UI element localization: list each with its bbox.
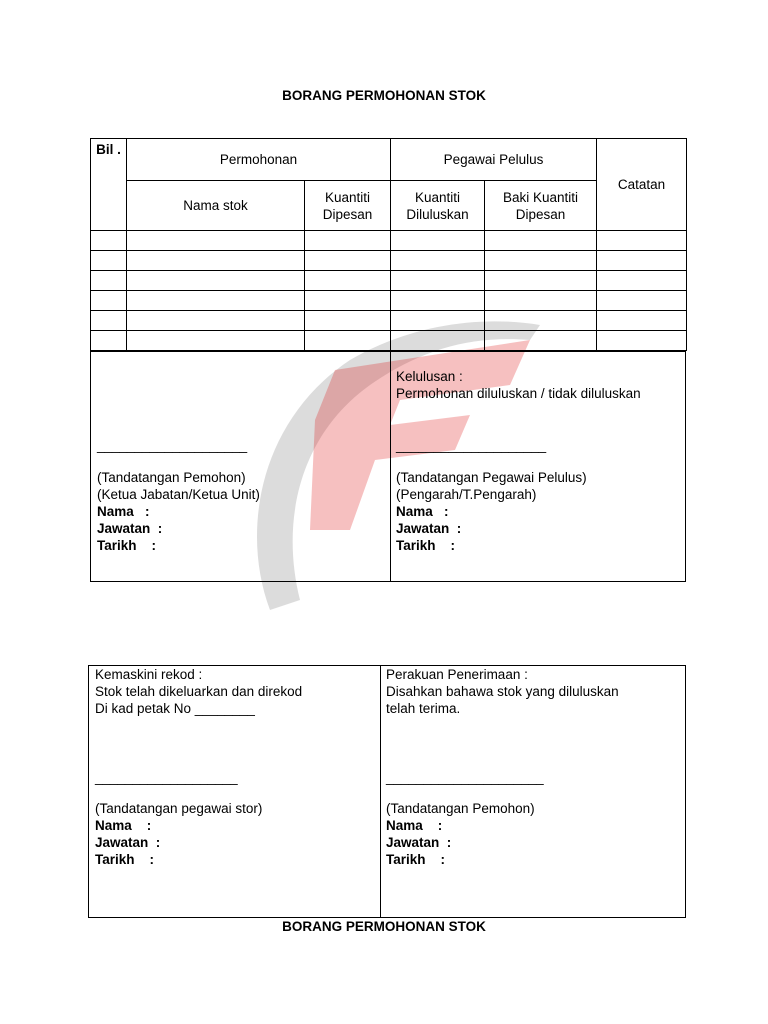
table-row [91, 251, 687, 271]
cell-kuantiti-dipesan[interactable] [305, 311, 391, 331]
cell-catatan[interactable] [597, 291, 687, 311]
store-update-panel [89, 666, 380, 917]
footer-title: BORANG PERMOHONAN STOK [282, 919, 486, 934]
cell-catatan[interactable] [597, 231, 687, 251]
cell-kuantiti-diluluskan[interactable] [391, 271, 485, 291]
cell-kuantiti-diluluskan[interactable] [391, 291, 485, 311]
record-update-line1: Stok telah dikeluarkan dan direkod [95, 684, 303, 699]
applicant-signature-panel [91, 352, 390, 581]
group-header-pegawai-pelulus: Pegawai Pelulus [391, 139, 597, 181]
receipt-line1: Disahkan bahawa stok yang diluluskan [386, 684, 619, 699]
form-title: BORANG PERMOHONAN STOK [282, 88, 486, 103]
cell-kuantiti-dipesan[interactable] [305, 251, 391, 271]
cell-nama-stok[interactable] [127, 291, 305, 311]
cell-bil[interactable] [91, 231, 127, 251]
table-row [91, 231, 687, 251]
store-officer-nama-field[interactable]: Nama : [95, 818, 152, 833]
approver-signature-line[interactable]: ____________________ [396, 438, 547, 453]
group-header-permohonan: Permohonan [127, 139, 391, 181]
cell-baki-kuantiti[interactable] [485, 271, 597, 291]
applicant-tarikh-field[interactable]: Tarikh : [97, 538, 157, 553]
col-header-catatan: Catatan [597, 139, 687, 231]
cell-nama-stok[interactable] [127, 251, 305, 271]
col-header-bil: Bil . [91, 139, 127, 231]
record-update-heading: Kemaskini rekod : [95, 667, 203, 682]
col-header-kuantiti-dipesan: Kuantiti Dipesan [305, 181, 391, 231]
approver-tarikh-field[interactable]: Tarikh : [396, 538, 456, 553]
cell-nama-stok[interactable] [127, 271, 305, 291]
cell-bil[interactable] [91, 251, 127, 271]
applicant-position-label: (Ketua Jabatan/Ketua Unit) [97, 487, 260, 502]
receipt-section [88, 665, 686, 918]
cell-kuantiti-diluluskan[interactable] [391, 311, 485, 331]
col-header-nama-stok: Nama stok [127, 181, 305, 231]
receipt-acknowledgement-panel [380, 666, 687, 917]
approver-nama-field[interactable]: Nama : [396, 504, 449, 519]
cell-bil[interactable] [91, 291, 127, 311]
cell-bil[interactable] [91, 271, 127, 291]
cell-bil[interactable] [91, 311, 127, 331]
recipient-tarikh-field[interactable]: Tarikh : [386, 852, 446, 867]
cell-catatan[interactable] [597, 331, 687, 351]
cell-kuantiti-diluluskan[interactable] [391, 331, 485, 351]
applicant-signature-line[interactable]: ____________________ [97, 438, 248, 453]
recipient-signature-line[interactable]: _____________________ [386, 770, 544, 785]
approver-signature-panel [390, 352, 687, 581]
col-header-baki-kuantiti: Baki Kuantiti Dipesan [485, 181, 597, 231]
recipient-sign-label: (Tandatangan Pemohon) [386, 801, 535, 816]
recipient-nama-field[interactable]: Nama : [386, 818, 443, 833]
cell-kuantiti-dipesan[interactable] [305, 271, 391, 291]
table-row [91, 271, 687, 291]
store-officer-jawatan-field[interactable]: Jawatan : [95, 835, 161, 850]
cell-baki-kuantiti[interactable] [485, 291, 597, 311]
approval-heading: Kelulusan : [396, 369, 463, 384]
store-officer-sign-label: (Tandatangan pegawai stor) [95, 801, 263, 816]
col-header-kuantiti-diluluskan: Kuantiti Diluluskan [391, 181, 485, 231]
approval-section [90, 351, 686, 582]
cell-bil[interactable] [91, 331, 127, 351]
cell-baki-kuantiti[interactable] [485, 331, 597, 351]
cell-baki-kuantiti[interactable] [485, 311, 597, 331]
stock-request-table [90, 138, 687, 351]
applicant-jawatan-field[interactable]: Jawatan : [97, 521, 163, 536]
table-row [91, 291, 687, 311]
cell-kuantiti-dipesan[interactable] [305, 291, 391, 311]
table-row [91, 331, 687, 351]
receipt-line2: telah terima. [386, 701, 461, 716]
approver-position-label: (Pengarah/T.Pengarah) [396, 487, 537, 502]
cell-kuantiti-diluluskan[interactable] [391, 231, 485, 251]
record-update-line2[interactable]: Di kad petak No ________ [95, 701, 255, 716]
approval-status-text[interactable]: Permohonan diluluskan / tidak diluluskan [396, 386, 641, 401]
store-officer-signature-line[interactable]: ___________________ [95, 770, 238, 785]
approver-jawatan-field[interactable]: Jawatan : [396, 521, 462, 536]
cell-baki-kuantiti[interactable] [485, 251, 597, 271]
cell-catatan[interactable] [597, 251, 687, 271]
applicant-sign-label: (Tandatangan Pemohon) [97, 470, 246, 485]
store-officer-tarikh-field[interactable]: Tarikh : [95, 852, 155, 867]
cell-catatan[interactable] [597, 271, 687, 291]
cell-baki-kuantiti[interactable] [485, 231, 597, 251]
table-row [91, 311, 687, 331]
applicant-nama-field[interactable]: Nama : [97, 504, 150, 519]
cell-kuantiti-dipesan[interactable] [305, 331, 391, 351]
cell-nama-stok[interactable] [127, 311, 305, 331]
approver-sign-label: (Tandatangan Pegawai Pelulus) [396, 470, 587, 485]
table-body [91, 231, 687, 351]
cell-catatan[interactable] [597, 311, 687, 331]
recipient-jawatan-field[interactable]: Jawatan : [386, 835, 452, 850]
cell-nama-stok[interactable] [127, 231, 305, 251]
cell-kuantiti-diluluskan[interactable] [391, 251, 485, 271]
receipt-heading: Perakuan Penerimaan : [386, 667, 528, 682]
cell-nama-stok[interactable] [127, 331, 305, 351]
cell-kuantiti-dipesan[interactable] [305, 231, 391, 251]
